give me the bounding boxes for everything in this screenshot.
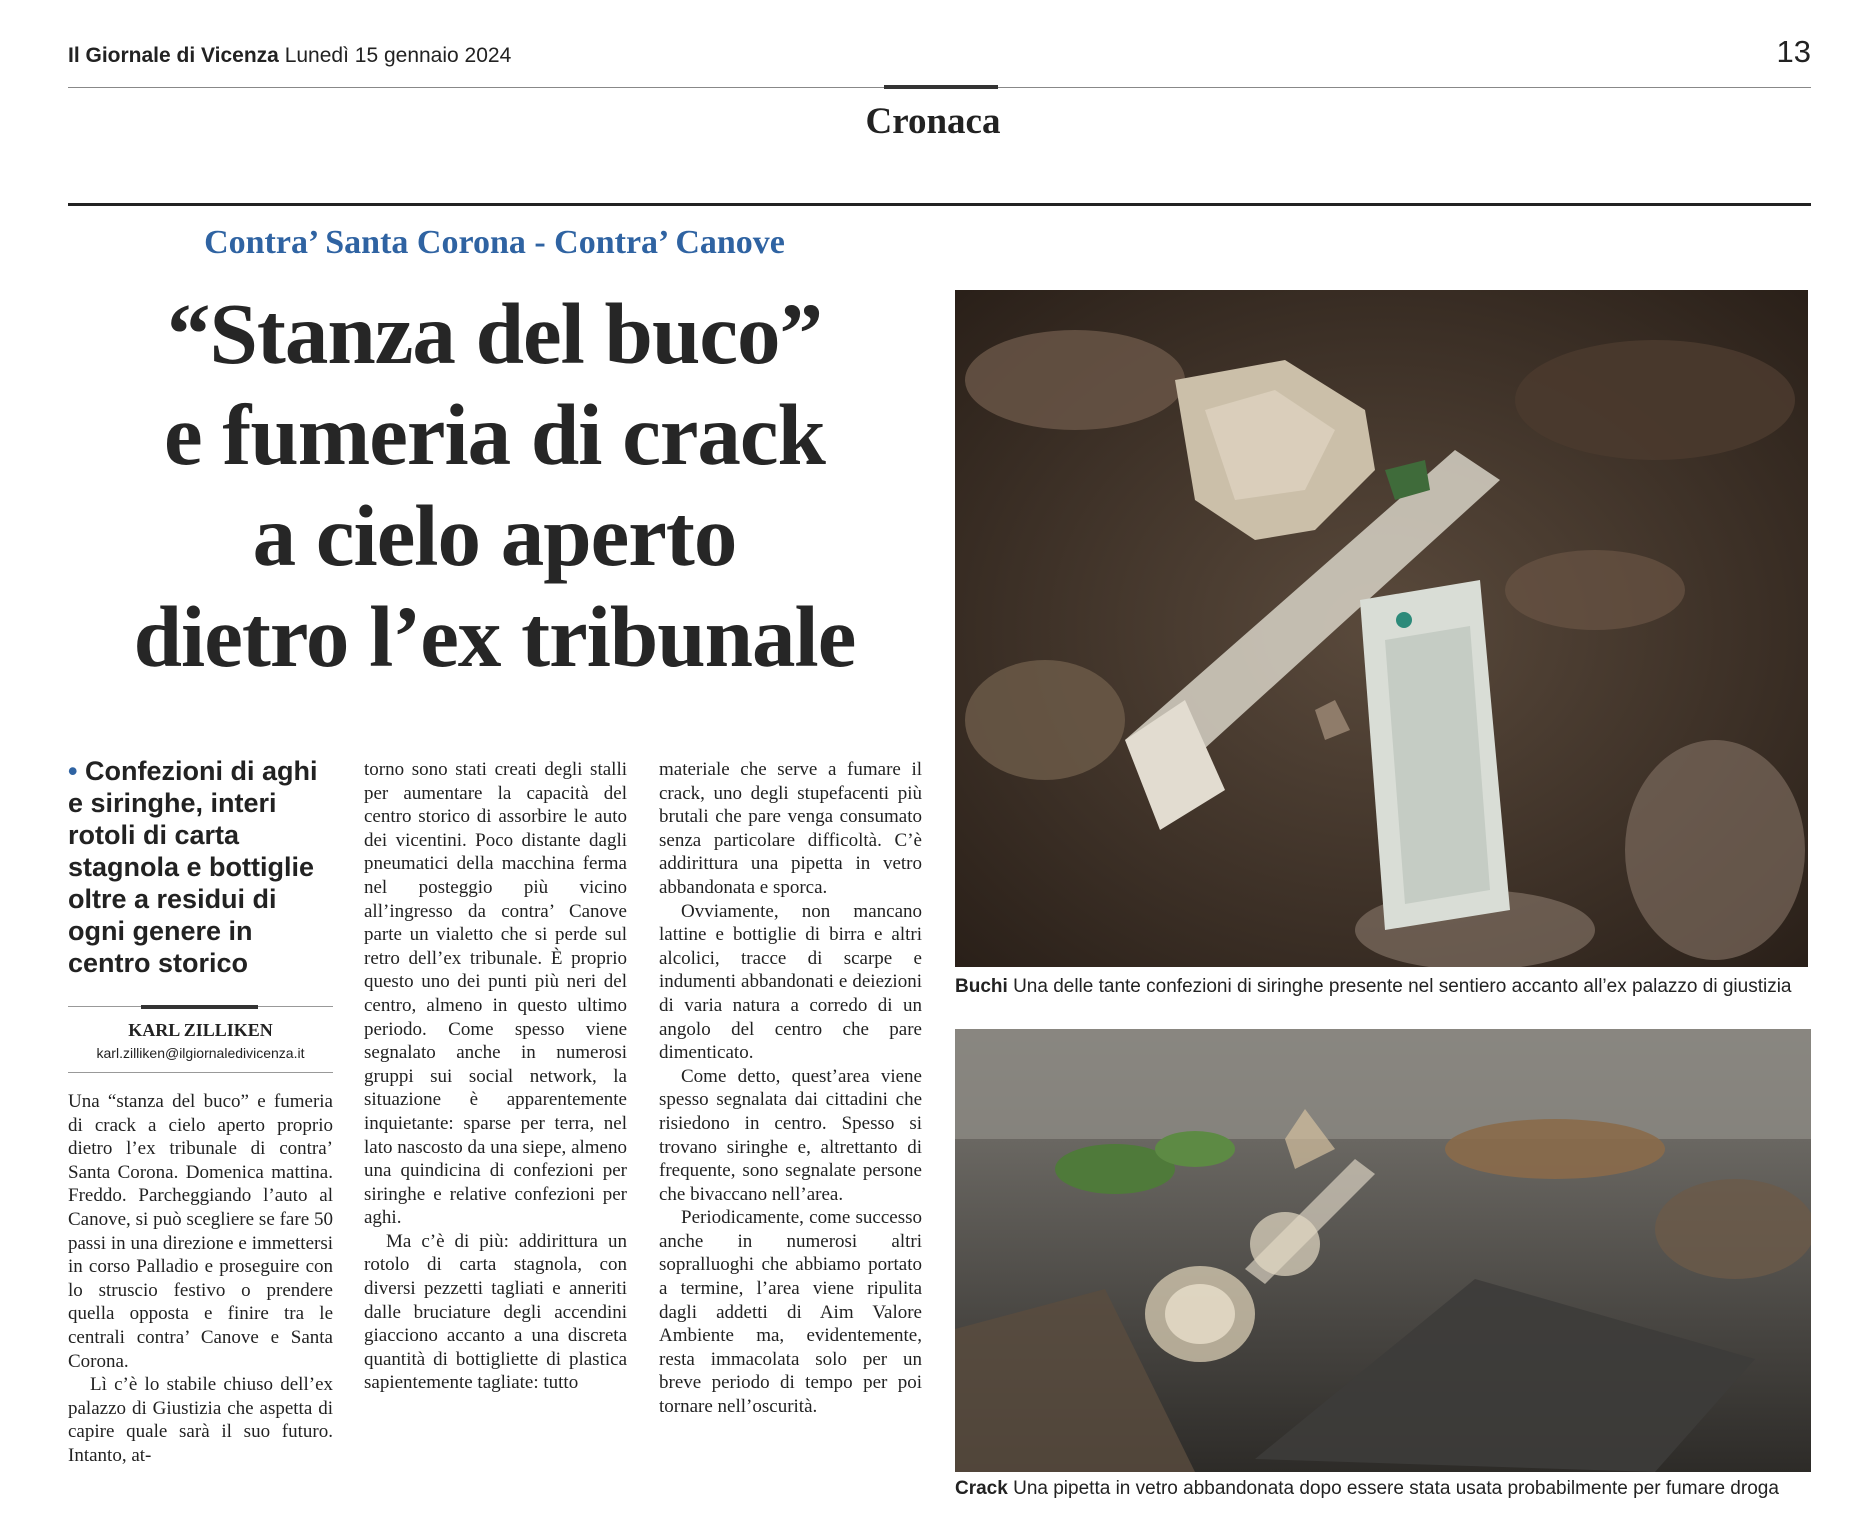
photo-syringe-packaging [955, 290, 1808, 967]
caption-text: Una pipetta in vetro abbandonata dopo essere stata usata probabilmente per fumare droga [1013, 1478, 1779, 1499]
caption-label: Crack [955, 1478, 1008, 1499]
article-kicker: Contra’ Santa Corona - Contra’ Canove [204, 224, 785, 261]
masthead [68, 44, 511, 68]
section-bar [884, 85, 998, 89]
article-summary [68, 755, 333, 979]
caption-text: Una delle tante confezioni di siringhe presente nel sentiero accanto all’ex palazzo di giustizia [1013, 976, 1792, 997]
caption-label: Buchi [955, 976, 1008, 997]
byline-bar [141, 1005, 258, 1009]
page-number: 13 [1776, 34, 1811, 69]
paragraph: Lì c’è lo stabile chiuso dell’ex palazzo di Giustizia che aspetta di capire quale sarà il suo futuro. Intanto, at- [68, 1374, 333, 1466]
article-column-3 [659, 758, 922, 1419]
photo-caption-1 [955, 976, 1791, 998]
byline-divider-bottom [68, 1072, 333, 1073]
section-title: Cronaca [865, 101, 1001, 142]
article-headline [68, 283, 921, 687]
paragraph: Periodicamente, come successo anche in numerosi altri sopralluoghi che abbiamo portato a termine, l’area viene ripulita dagli addetti di Aim Valore Ambiente ma, evidentemente, resta immacolata solo per un breve periodo di tempo per poi tornare nell’oscurità. [659, 1207, 922, 1418]
paragraph: Come detto, quest’area viene spesso segnalata dai cittadini che risiedono in centro. Spesso si trovano siringhe e, altrettanto di frequente, sono segnalate persone che bivaccano nell’area. [659, 1065, 922, 1205]
headline-line: dietro l’ex tribunale [133, 588, 856, 685]
author-name: KARL ZILLIKEN [128, 1020, 273, 1040]
bullet-icon: • [68, 756, 78, 786]
paragraph: torno sono stati creati degli stalli per aumentare la capacità del centro storico di assorbire le auto dei vicentini. Poco distante dagli pneumatici della macchina ferma nel posteggio più vicino all’ingresso da contra’ Canove parte un vialetto che si perde sul retro dell’ex tribunale. È proprio questo uno dei punti più neri del centro, almeno in questo ultimo periodo. Come spesso viene segnalato anche in numerosi gruppi sui social network, la situazione è apparentemente inquietante: sparse per terra, nel lato nascosto da una siepe, almeno una quindicina di confezioni per siringhe e relative confezioni per aghi. [364, 759, 627, 1229]
summary-text: Confezioni di aghi e siringhe, interi rotoli di carta stagnola e bottiglie oltre a residui di ogni genere in centro storico [68, 756, 318, 978]
headline-line: “Stanza del buco” [167, 285, 822, 382]
paragraph: Ma c’è di più: addirittura un rotolo di carta stagnola, con diversi pezzetti tagliati e anneriti dalle bruciature degli accendini giacciono accanto a una discreta quantità di bottigliette di plastica sapientemente tagliate: tutto [364, 1230, 627, 1394]
headline-line: a cielo aperto [252, 487, 737, 584]
paragraph: materiale che serve a fumare il crack, uno degli stupefacenti più brutali che pare venga consumato senza particolare difficoltà. C’è addirittura una pipetta in vetro abbandonata e sporca. [659, 759, 922, 898]
article-column-1 [68, 1090, 333, 1468]
photo-glass-pipe [955, 1029, 1811, 1472]
paragraph: Una “stanza del buco” e fumeria di crack a cielo aperto proprio dietro l’ex tribunale di contra’ Santa Corona. Domenica mattina. Freddo. Parcheggiando l’auto al Canove, si può scegliere se fare 50 passi in una direzione e immettersi in corso Palladio e proseguire con lo struscio festivo o prendere quella opposta e finire tra le centrali contra’ Canove e Santa Corona. [68, 1091, 333, 1372]
issue-date: Lunedì 15 gennaio 2024 [284, 44, 512, 67]
author-email: karl.zilliken@ilgiornaledivicenza.it [96, 1045, 305, 1061]
photo-caption-2 [955, 1478, 1779, 1500]
paragraph: Ovviamente, non mancano lattine e bottiglie di birra e altri alcolici, tracce di scarpe e indumenti abbandonati e deiezioni di varia natura a corredo di un angolo del centro che pare dimenticato. [659, 900, 922, 1064]
article-column-2 [364, 758, 627, 1395]
headline-line: e fumeria di crack [164, 386, 825, 483]
headline-divider [68, 203, 1811, 206]
newspaper-name: Il Giornale di Vicenza [68, 44, 279, 67]
